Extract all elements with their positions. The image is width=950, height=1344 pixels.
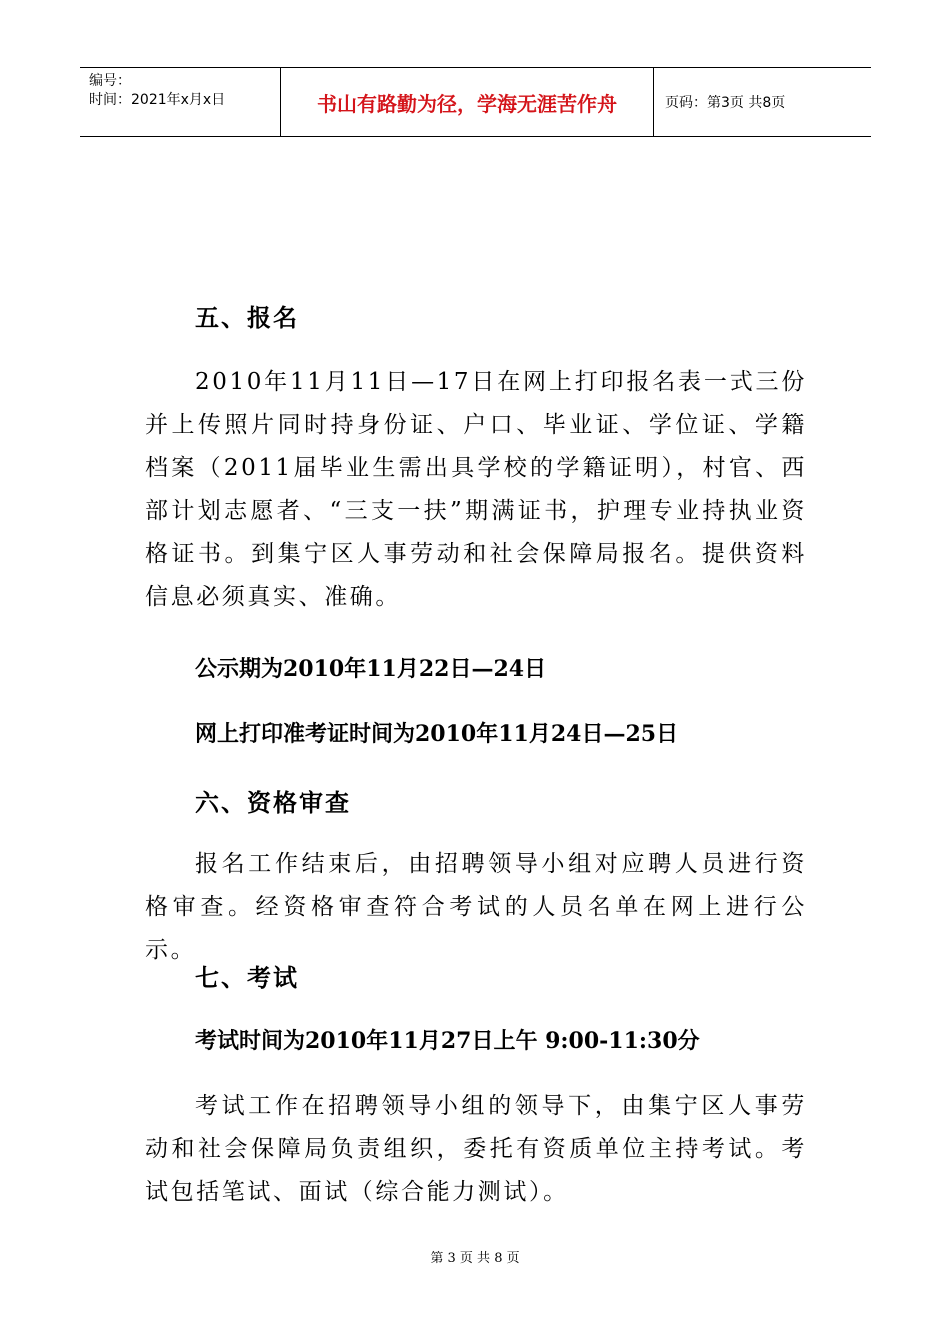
- page-header: [80, 67, 871, 137]
- page-footer: [0, 1247, 950, 1266]
- section-heading-registration: 五、报名: [195, 303, 299, 332]
- admission-ticket-line: 网上打印准考证时间为2010年11月24日—25日: [195, 721, 679, 747]
- date-label: 时间：2021年x月x日: [89, 92, 226, 108]
- header-meta-cell: [80, 68, 281, 136]
- notice-period-line: 公示期为2010年11月22日—24日: [195, 656, 547, 682]
- registration-paragraph: 2010年11月11日—17日在网上打印报名表一式三份并上传照片同时持身份证、户口、毕业证、学位证、学籍档案（2011届毕业生需出具学校的学籍证明），村官、西部计划志愿者、“三支一扶”期满证书，护理专业持执业资格证书。到集宁区人事劳动和社会保障局报名。提供资料信息必须真实、准确。: [145, 369, 807, 610]
- section-heading-exam: 七、考试: [195, 963, 299, 992]
- page-label: 页码：第3页 共8页: [665, 95, 786, 111]
- qualification-paragraph: 报名工作结束后，由招聘领导小组对应聘人员进行资格审查。经资格审查符合考试的人员名单在网上进行公示。: [145, 851, 807, 963]
- exam-paragraph: 考试工作在招聘领导小组的领导下，由集宁区人事劳动和社会保障局负责组织，委托有资质单位主持考试。考试包括笔试、面试（综合能力测试）。: [145, 1093, 807, 1205]
- number-label: 编号：: [89, 73, 131, 89]
- header-motto-cell: [281, 68, 654, 136]
- section-heading-qualification: 六、资格审查: [195, 788, 351, 817]
- header-page-cell: [654, 68, 871, 136]
- exam-time-line: 考试时间为2010年11月27日上午 9:00-11:30分: [195, 1028, 700, 1054]
- motto-text: 书山有路勤为径，学海无涯苦作舟: [317, 91, 617, 116]
- footer-page-number: 第 3 页 共 8 页: [430, 1251, 520, 1266]
